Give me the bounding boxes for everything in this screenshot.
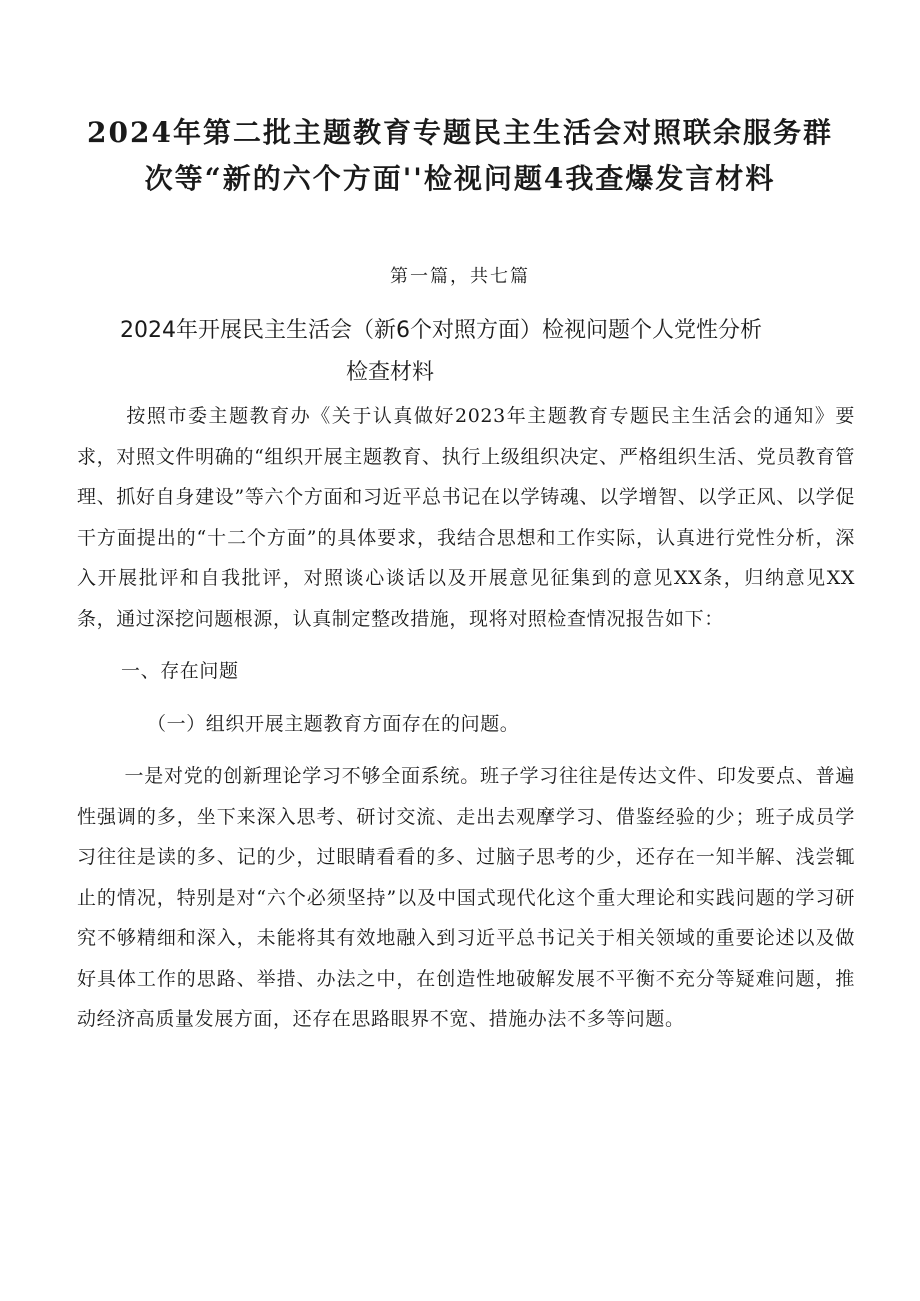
intro-paragraph: 按照市委主题教育办《关于认真做好2023年主题教育专题民主生活会的通知》要求，对照文件明确的“组织开展主题教育、执行上级组织决定、严格组织生活、党员教育管理、抓好自身建设”等六个方面和习近平总书记在以学铸魂、以学增智、以学正风、以学促干方面提出的“十二个方面”的具体要求，我结合思想和工作实际，认真进行党性分析，深入开展批评和自我批评，对照谈心谈话以及开展意见征集到的意见XX条，归纳意见XX条，通过深挖问题根源，认真制定整改措施，现将对照检查情况报告如下： xyxy=(77,405,855,630)
document-title-line-1: 2024年第二批主题教育专题民主生活会对照联余服务群 xyxy=(87,116,833,149)
section-title xyxy=(120,310,860,394)
document-title-line-2: 次等“新的六个方面''检视问题4我查爆发言材料 xyxy=(144,162,776,195)
heading-issues: 一、存在问题 xyxy=(121,660,239,682)
point-paragraph-1: 一是对党的创新理论学习不够全面系统。班子学习往往是传达文件、印发要点、普遍性强调的多，坐下来深入思考、研讨交流、走出去观摩学习、借鉴经验的少；班子成员学习往往是读的多、记的少，过眼睛看看的多、过脑子思考的少，还存在一知半解、浅尝辄止的情况，特别是对“六个必须坚持”以及中国式现代化这个重大理论和实践问题的学习研究不够精细和深入，未能将其有效地融入到习近平总书记关于相关领域的重要论述以及做好具体工作的思路、举措、办法之中，在创造性地破解发展不平衡不充分等疑难问题，推动经济高质量发展方面，还存在思路眼界不宽、措施办法不多等问题。 xyxy=(77,765,855,1030)
part-label: 第一篇，共七篇 xyxy=(390,266,530,287)
section-title-line-2: 检查材料 xyxy=(346,360,435,385)
section-title-line-1: 2024年开展民主生活会（新6个对照方面）检视问题个人党性分析 xyxy=(120,318,762,343)
document-title xyxy=(60,110,860,202)
subheading-education: （一）组织开展主题教育方面存在的问题。 xyxy=(147,712,520,735)
document-body xyxy=(77,396,855,1040)
